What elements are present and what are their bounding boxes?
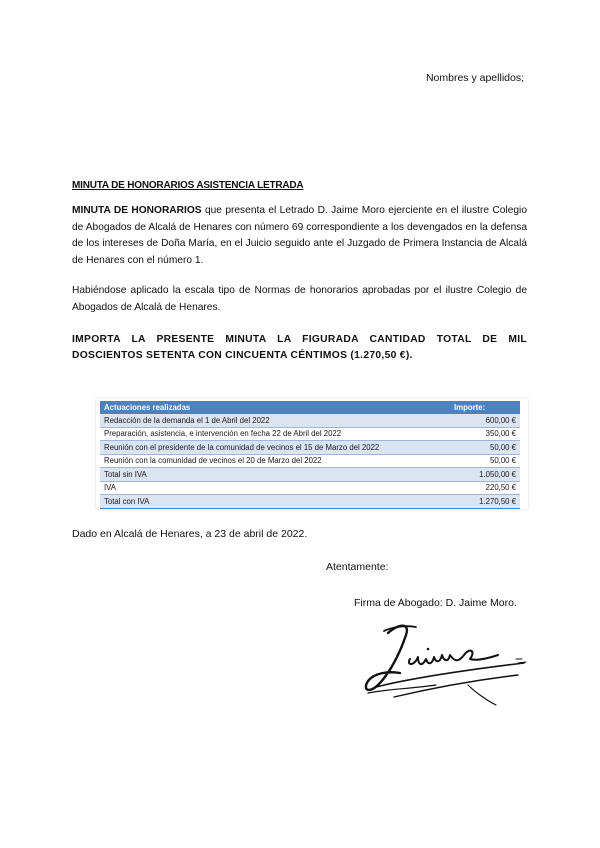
row-amount: 50,00 €	[444, 441, 520, 455]
row-concept: Total con IVA	[100, 495, 444, 509]
table-row	[100, 495, 520, 509]
table-row	[100, 454, 520, 468]
addressee-line: Nombres y apellidos;	[425, 72, 524, 84]
table-row	[100, 414, 520, 427]
row-concept: Reunión con la comunidad de vecinos el 20 de Marzo del 2022	[100, 454, 444, 468]
handwritten-signature	[348, 615, 530, 707]
total-statement: IMPORTA LA PRESENTE MINUTA LA FIGURADA CANTIDAD TOTAL DE MIL DOSCIENTOS SETENTA CON CINCUENTA CÉNTIMOS (1.270,50 €).	[72, 334, 527, 361]
row-concept: Redacción de la demanda el 1 de Abril del 2022	[100, 414, 444, 427]
header-amount: Importe:	[444, 401, 520, 414]
intro-paragraph	[72, 203, 527, 269]
row-amount: 600,00 €	[444, 414, 520, 427]
row-concept: Total sin IVA	[100, 468, 444, 482]
row-amount: 1.270,50 €	[444, 495, 520, 509]
closing-greeting: Atentamente:	[326, 561, 389, 573]
row-amount: 1.050,00 €	[444, 468, 520, 482]
row-concept: Reunión con el presidente de la comunidad de vecinos el 15 de Marzo del 2022	[100, 441, 444, 455]
row-concept: Preparación, asistencia, e intervención en fecha 22 de Abril del 2022	[100, 427, 444, 441]
row-concept: IVA	[100, 481, 444, 495]
fees-table	[100, 401, 520, 509]
signature-label: Firma de Abogado: D. Jaime Moro.	[354, 597, 517, 609]
table-row	[100, 441, 520, 455]
header-concept: Actuaciones realizadas	[100, 401, 444, 414]
date-line: Dado en Alcalá de Henares, a 23 de abril de 2022.	[72, 528, 308, 540]
document-title: MINUTA DE HONORARIOS ASISTENCIA LETRADA	[72, 180, 304, 191]
table-row	[100, 468, 520, 482]
intro-text: que presenta el Letrado D. Jaime Moro ejerciente en el ilustre Colegio de Abogados de Alcalá de Henares con número 69 correspondiente a los devengados en la defensa de los intereses de Doña María, en el Juicio seguido ante el Juzgado de Primera Instancia de Alcalá de Henares con el número 1.	[72, 205, 527, 266]
table-row	[100, 481, 520, 495]
intro-bold: MINUTA DE HONORARIOS	[72, 205, 202, 216]
table-header-row	[100, 401, 520, 414]
table-row	[100, 427, 520, 441]
row-amount: 50,00 €	[444, 454, 520, 468]
scale-paragraph: Habiéndose aplicado la escala tipo de Normas de honorarios aprobadas por el ilustre Colegio de Abogados de Alcalá de Henares.	[72, 285, 527, 313]
row-amount: 220,50 €	[444, 481, 520, 495]
row-amount: 350,00 €	[444, 427, 520, 441]
